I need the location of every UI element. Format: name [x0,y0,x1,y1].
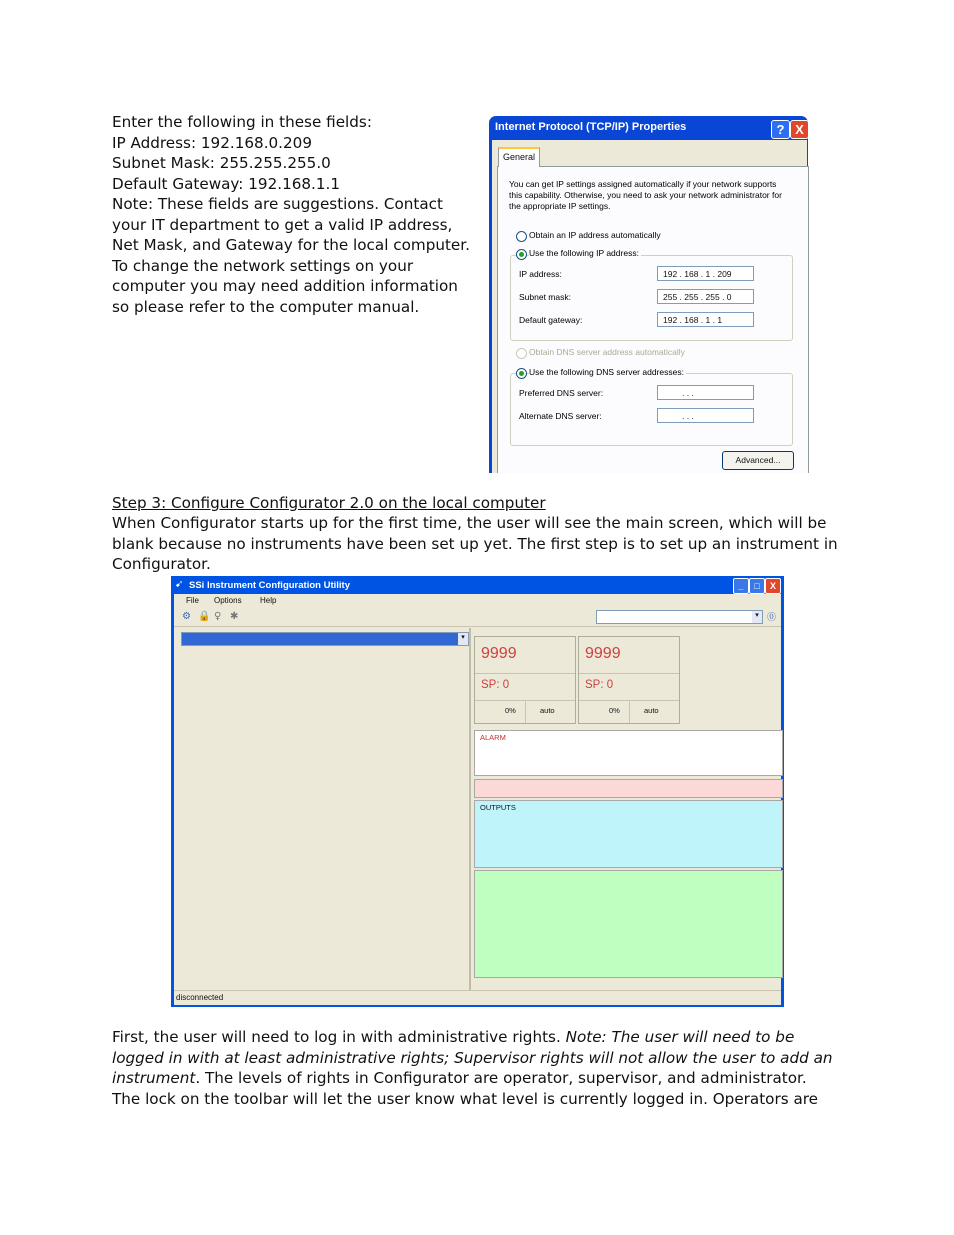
rights-note: logged in with at least administrative rights; Supervisor rights will not allow the user to add an [112,1048,833,1067]
rights-line: The lock on the toolbar will let the user know what level is currently logged in. Operators are [112,1089,819,1108]
divider [579,673,679,674]
close-button[interactable]: X [790,120,809,139]
rights-paragraph [112,1027,833,1109]
intro-line: To change the network settings on your [112,256,414,275]
process-value: 9999 [585,645,621,662]
instrument-select[interactable] [181,632,469,646]
intro-line: computer you may need addition information [112,277,458,295]
status-bar [174,990,781,1005]
tcpip-dialog [487,110,810,473]
intro-line: Default Gateway: 192.168.1.1 [112,174,341,193]
use-dns-radio[interactable] [516,368,527,379]
rights-line [112,1027,833,1048]
rights-note: Note: The user will need to be [565,1028,795,1046]
alarm-panel [474,730,783,776]
dialog-title: Internet Protocol (TCP/IP) Properties [495,121,687,133]
menu-file[interactable]: File [186,596,199,605]
subnet-mask-label: Subnet mask: [519,292,571,302]
advanced-button[interactable]: Advanced... [722,451,794,470]
help-button[interactable]: ? [771,120,790,139]
alarm-label: ALARM [480,733,506,742]
setpoint-value: SP: 0 [585,679,614,691]
step3-line: When Configurator starts up for the first time, the user will see the main screen, which will be [112,514,827,532]
divider [525,700,526,723]
rights-text: First, the user will need to log in with administrative rights. [112,1028,566,1046]
intro-line: so please refer to the computer manual. [112,297,420,316]
alternate-dns-label: Alternate DNS server: [519,411,602,421]
loop-tile-2 [578,636,680,724]
description-line: this capability. Otherwise, you need to ask your network administrator for [509,190,782,200]
use-dns-label: Use the following DNS server addresses: [529,367,684,377]
subnet-mask-field[interactable]: 255 . 255 . 255 . 0 [657,289,754,304]
lock-icon[interactable]: 🔒 [198,611,211,622]
app-title: SSi Instrument Configuration Utility [189,580,350,591]
description-line: You can get IP settings assigned automatically if your network supports [509,179,777,189]
intro-line: Note: These fields are suggestions. Contact [112,195,443,213]
green-panel [474,870,783,978]
rights-line [112,1068,833,1089]
obtain-dns-radio[interactable] [516,348,527,359]
divider [475,673,575,674]
step3-line: blank because no instruments have been set up yet. The first step is to set up an instrument in [112,534,838,553]
alternate-dns-field[interactable]: . . . [657,408,754,423]
ip-address-field[interactable]: 192 . 168 . 1 . 209 [657,266,754,281]
default-gateway-label: Default gateway: [519,315,583,325]
step3-heading: Step 3: Configure Configurator 2.0 on the local computer [112,494,546,512]
configurator-window [171,576,784,1007]
instrument-pane [177,628,471,998]
use-ip-label: Use the following IP address: [529,248,639,258]
status-text: disconnected [176,993,224,1002]
network-icon[interactable]: ⚙ [182,611,191,622]
obtain-dns-label: Obtain DNS server address automatically [529,347,685,357]
step3-paragraph [112,513,838,575]
menu-bar [174,594,781,608]
obtain-ip-label: Obtain an IP address automatically [529,230,661,240]
mode-label: auto [644,706,659,715]
help-icon[interactable]: ⓪ [767,613,777,623]
preferred-dns-label: Preferred DNS server: [519,388,604,398]
rights-line [112,1048,833,1069]
toolbar-combo[interactable] [596,610,763,624]
outputs-label: OUTPUTS [480,803,516,812]
output-percent: 0% [505,706,516,715]
gear-icon[interactable]: ✱ [230,611,239,622]
intro-line: IP Address: 192.168.0.209 [112,133,313,152]
close-button[interactable]: X [765,578,781,594]
chevron-down-icon: ▾ [458,633,468,645]
tab-general[interactable]: General [498,147,540,167]
intro-line: Net Mask, and Gateway for the local computer. [112,236,470,254]
outputs-panel [474,800,783,868]
process-value: 9999 [481,645,517,662]
intro-paragraph [112,112,470,317]
general-tab-page [497,166,809,473]
toolbar [174,608,781,627]
setpoint-value: SP: 0 [481,679,510,691]
menu-options[interactable]: Options [214,596,242,605]
alarm-bar [474,779,783,798]
app-client [174,594,781,1004]
default-gateway-field[interactable]: 192 . 168 . 1 . 1 [657,312,754,327]
menu-help[interactable]: Help [260,596,277,605]
preferred-dns-field[interactable]: . . . [657,385,754,400]
divider [629,700,630,723]
loop-tile-1 [474,636,576,724]
output-percent: 0% [609,706,620,715]
chevron-down-icon: ▾ [752,611,762,623]
mode-label: auto [540,706,555,715]
maximize-button[interactable]: □ [749,578,765,594]
intro-line: your IT department to get a valid IP address, [112,215,453,234]
step3-line: Configurator. [112,555,211,573]
intro-line: Subnet Mask: 255.255.255.0 [112,154,331,172]
obtain-ip-radio[interactable] [516,231,527,242]
description-line: the appropriate IP settings. [509,201,611,211]
bulb-icon[interactable]: ♀ [214,611,222,622]
intro-line: Enter the following in these fields: [112,113,372,131]
use-ip-radio[interactable] [516,249,527,260]
rights-note: instrument [112,1069,196,1087]
rights-text: . The levels of rights in Configurator are operator, supervisor, and administrator. [195,1069,807,1087]
minimize-button[interactable]: _ [733,578,749,594]
app-icon: ➹ [175,579,184,590]
ip-address-label: IP address: [519,269,562,279]
